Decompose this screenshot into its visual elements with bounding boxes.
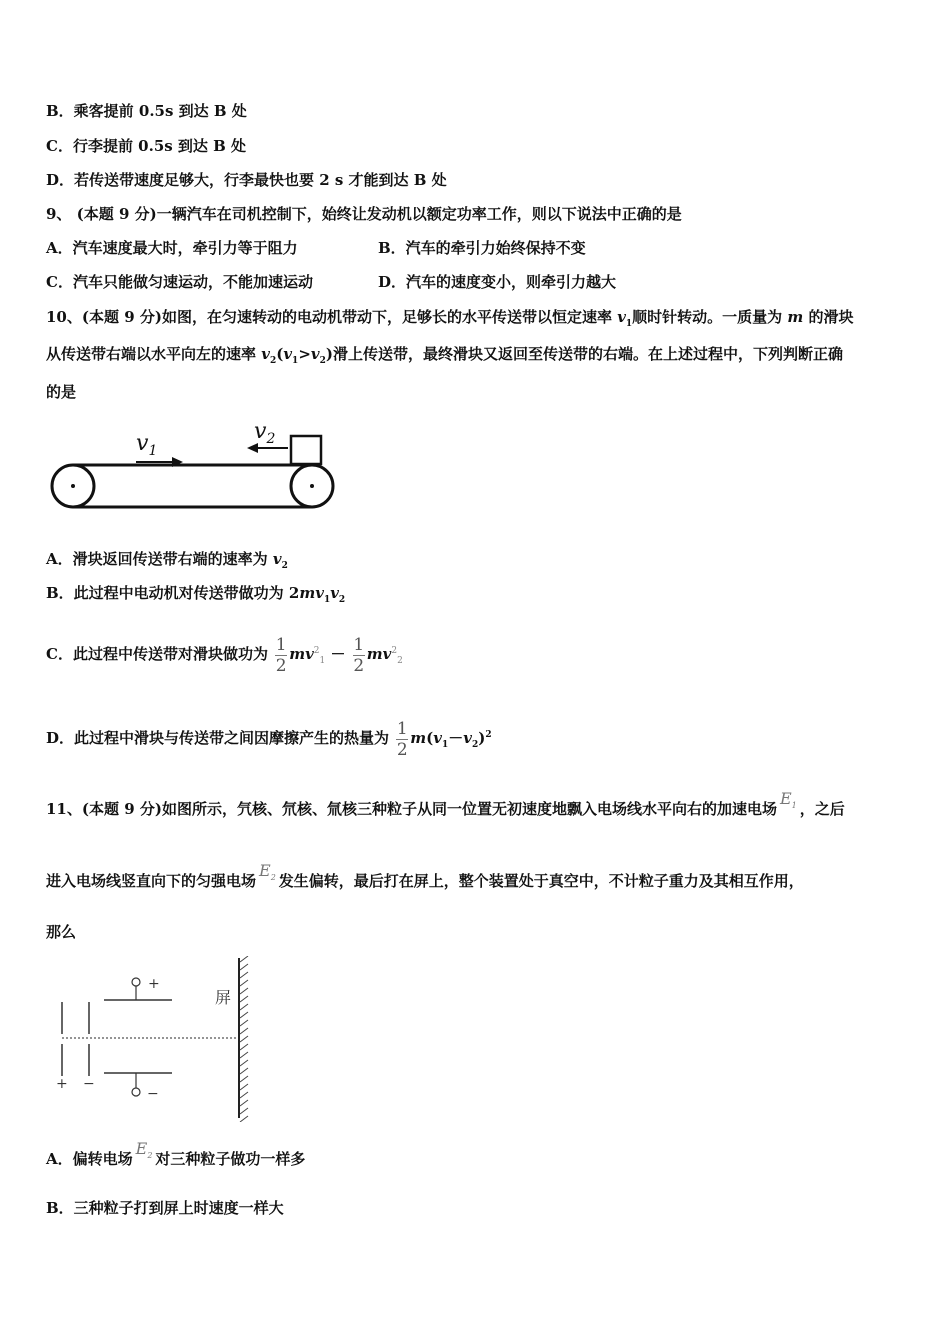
q11-stem-line3: 那么 bbox=[46, 923, 77, 941]
accel-minus-label: − bbox=[83, 1076, 95, 1092]
e1-symbol: $E_1$ bbox=[779, 789, 797, 811]
left-pulley-axle bbox=[71, 484, 75, 488]
fraction-half-2: $\frac{1}{2}$ bbox=[353, 634, 365, 676]
q10-option-d: D．此过程中滑块与传送带之间因摩擦产生的热量为 $\frac{1}{2}$ $m(v_1-v_2)^2$ bbox=[46, 718, 492, 760]
q9-option-c: C．汽车只能做匀速运动，不能加速运动 bbox=[46, 273, 313, 291]
e2-symbol: $E_2$ bbox=[259, 861, 276, 883]
deflect-plus-label: + bbox=[148, 976, 160, 992]
deflect-top-terminal bbox=[132, 978, 140, 986]
q10-stem-line2: 从传送带右端以水平向左的速率 $v_2(v_1>v_2)$滑上传送带，最终滑块又返回至传送带的右端。在上述过程中，下列判断正确 bbox=[46, 345, 843, 366]
q9-option-a: A．汽车速度最大时，牵引力等于阻力 bbox=[46, 239, 298, 257]
q8-option-c: C．行李提前 0.5s 到达 B 处 bbox=[46, 137, 247, 155]
right-pulley-axle bbox=[310, 484, 314, 488]
q11-stem-line2: 进入电场线竖直向下的匀强电场$E_2$ 发生偏转，最后打在屏上，整个装置处于真空中，不计粒子重力及其相互作用， bbox=[46, 866, 804, 903]
q10-stem-line3: 的是 bbox=[46, 383, 77, 401]
q8-option-b: B．乘客提前 0.5s 到达 B 处 bbox=[46, 102, 247, 120]
deflection-field-figure bbox=[52, 956, 262, 1122]
v2-arrowhead bbox=[247, 443, 258, 453]
q11-stem-line1: 11、(本题 9 分)如图所示，氕核、氘核、氚核三种粒子从同一位置无初速度地飘入电场线水平向右的加速电场$E_1$ ，之后 bbox=[46, 794, 845, 831]
slider-block bbox=[291, 436, 321, 464]
q11-option-a: A．偏转电场$E_2$ 对三种粒子做功一样多 bbox=[46, 1144, 305, 1181]
fraction-half: $\frac{1}{2}$ bbox=[275, 634, 287, 676]
q9-stem: 9、 (本题 9 分)一辆汽车在司机控制下，始终让发动机以额定功率工作，则以下说法中正确的是 bbox=[46, 205, 682, 223]
q10-stem-line1: 10、(本题 9 分)如图，在匀速转动的电动机带动下，足够长的水平传送带以恒定速率 $v_1$顺时针转动。一质量为 m 的滑块 bbox=[46, 308, 854, 329]
q8-option-d: D．若传送带速度足够大，行李最快也要 2 s 才能到达 B 处 bbox=[46, 171, 447, 189]
deflect-minus-label: − bbox=[147, 1086, 159, 1102]
screen-label: 屏 bbox=[215, 988, 232, 1007]
v1-label: $v_1$ bbox=[136, 431, 158, 459]
fraction-half-3: $\frac{1}{2}$ bbox=[396, 718, 408, 760]
v2-label: $v_2$ bbox=[254, 419, 276, 447]
q10-option-c: C．此过程中传送带对滑块做功为 $\frac{1}{2}$ $mv^2_1$ － $\frac{1}{2}$ $mv^2_2$ bbox=[46, 634, 403, 676]
q9-option-d: D．汽车的速度变小，则牵引力越大 bbox=[378, 273, 617, 291]
q10-option-a: A．滑块返回传送带右端的速率为 $v_2$ bbox=[46, 550, 288, 571]
screen-hatching bbox=[240, 956, 248, 1122]
accel-plus-label: + bbox=[56, 1076, 68, 1092]
q11-option-b: B．三种粒子打到屏上时速度一样大 bbox=[46, 1199, 284, 1217]
conveyor-belt-figure bbox=[48, 418, 338, 518]
q9-option-b: B．汽车的牵引力始终保持不变 bbox=[378, 239, 586, 257]
e2-symbol-option: $E_2$ bbox=[135, 1139, 153, 1161]
q10-option-b: B．此过程中电动机对传送带做功为 $2mv_1v_2$ bbox=[46, 584, 346, 605]
deflect-bottom-terminal bbox=[132, 1088, 140, 1096]
